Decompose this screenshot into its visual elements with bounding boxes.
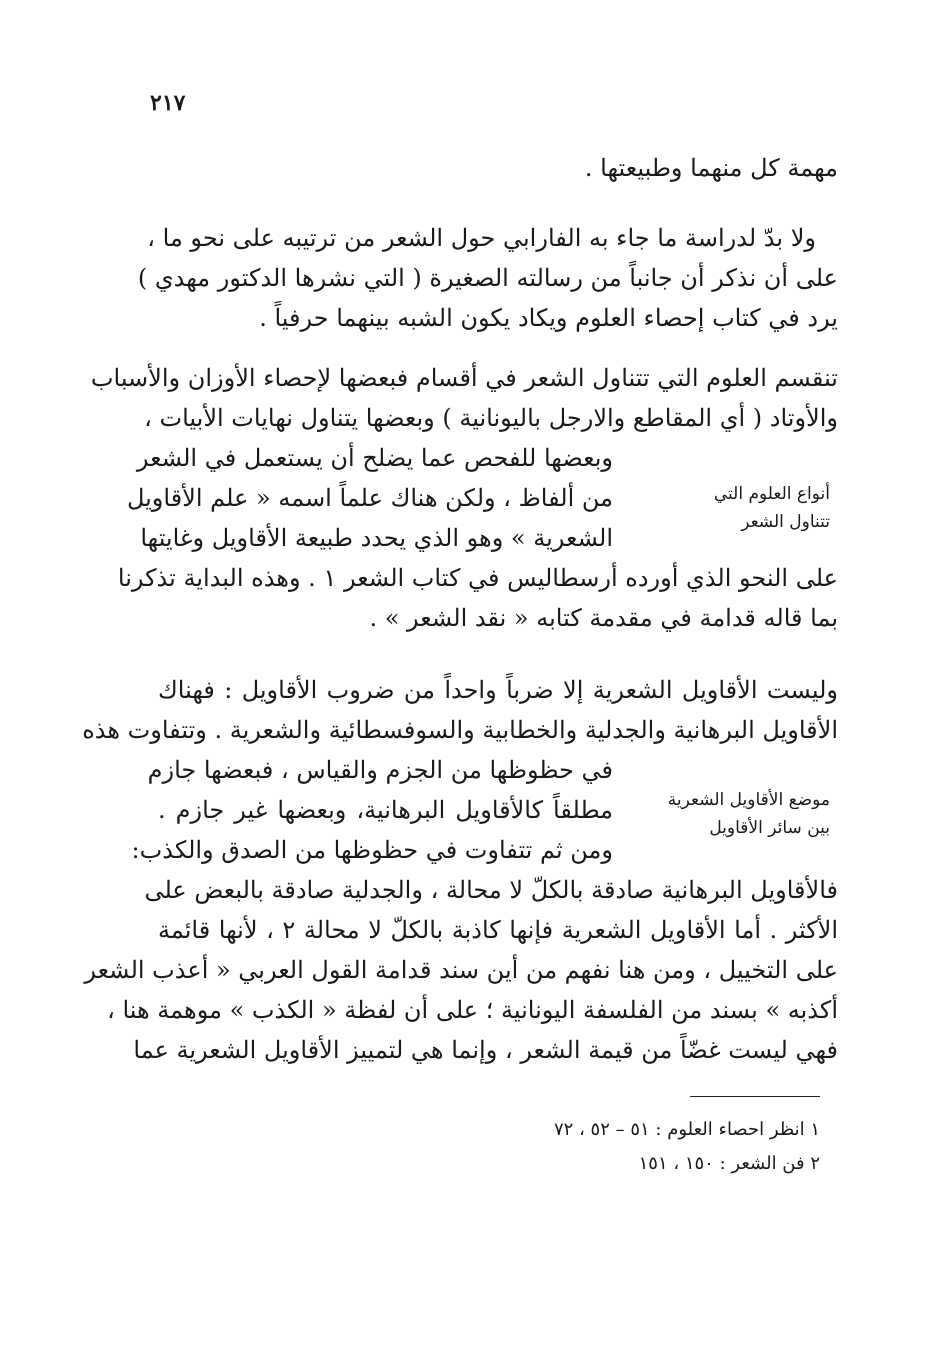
text-line: على التخييل ، ومن هنا نفهم من أين سند قدامة القول العربي « أعذب الشعر [84,956,838,984]
paragraph-0 [158,148,838,188]
text-line: وليست الأقاويل الشعرية إلا ضرباً واحداً من ضروب الأقاويل : فهناك [158,676,838,704]
text-line: الأقاويل البرهانية والجدلية والخطابية والسوفسطائية والشعرية . وتتفاوت هذه [82,716,838,744]
paragraph-1 [137,218,838,338]
paragraph-3-top [82,670,838,750]
footnote-2: ٢ فن الشعر : ١٥٠ ، ١٥١ [638,1153,820,1174]
text-line: على النحو الذي أورده أرسطاليس في كتاب الشعر ١ . وهذه البداية تذكرنا [117,564,838,592]
paragraph-2-bottom [117,558,838,638]
text-line: في حظوظها من الجزم والقياس ، فبعضها جازم [147,756,613,784]
text-line: الشعرية » وهو الذي يحدد طبيعة الأقاويل وغايتها [140,524,613,552]
footnote-1: ١ انظر احصاء العلوم : ٥١ – ٥٢ ، ٧٢ [553,1119,820,1140]
margin-note-line: بين سائر الأقاويل [709,818,830,838]
text-line: بما قاله قدامة في مقدمة كتابه « نقد الشعر » . [369,604,838,632]
paragraph-2-indent [126,438,613,558]
paragraph-3-bottom [84,870,838,1070]
margin-note-line: موضع الأقاويل الشعرية [667,790,830,810]
paragraph-3-indent [131,750,613,870]
margin-note-poetic-statements [630,786,830,842]
text-line: الأكثر . أما الأقاويل الشعرية فإنها كاذبة بالكلّ لا محالة ٢ ، لأنها قائمة [158,916,838,944]
footnote-divider [690,1096,820,1097]
text-line: وبعضها للفحص عما يضلح أن يستعمل في الشعر [136,444,613,472]
margin-note-line: أنواع العلوم التي [713,484,830,504]
text-line: يرد في كتاب إحصاء العلوم ويكاد يكون الشبه بينهما حرفياً . [259,304,838,332]
text-line: على أن نذكر أن جانباً من رسالته الصغيرة ( التي نشرها الدكتور مهدي ) [137,264,838,292]
text-line: ومن ثم تتفاوت في حظوظها من الصدق والكذب: [131,836,613,864]
text-line: فهي ليست غضّاً من قيمة الشعر ، وإنما هي لتمييز الأقاويل الشعرية عما [133,1036,838,1064]
paragraph-2-top [90,358,838,438]
text-line: تنقسم العلوم التي تتناول الشعر في أقسام فبعضها لإحصاء الأوزان والأسباب [90,364,838,392]
text-line: والأوتاد ( أي المقاطع والارجل باليونانية ) وبعضها يتناول نهايات الأبيات ، [144,404,838,432]
text-line: مهمة كل منهما وطبيعتها . [584,154,838,182]
page-number: ٢١٧ [150,90,186,116]
text-line: فالأقاويل البرهانية صادقة بالكلّ لا محالة ، والجدلية صادقة بالبعض على [144,876,838,904]
text-line: أكذبه » بسند من الفلسفة اليونانية ؛ على أن لفظة « الكذب » موهمة هنا ، [107,996,838,1024]
margin-note-sciences [630,480,830,536]
margin-note-line: تتناول الشعر [741,512,830,532]
text-line: من ألفاظ ، ولكن هناك علماً اسمه « علم الأقاويل [126,484,613,512]
text-line: مطلقاً كالأقاويل البرهانية، وبعضها غير جازم . [158,796,613,824]
text-line: ولا بدّ لدراسة ما جاء به الفارابي حول الشعر من ترتيبه على نحو ما ، [147,224,816,252]
